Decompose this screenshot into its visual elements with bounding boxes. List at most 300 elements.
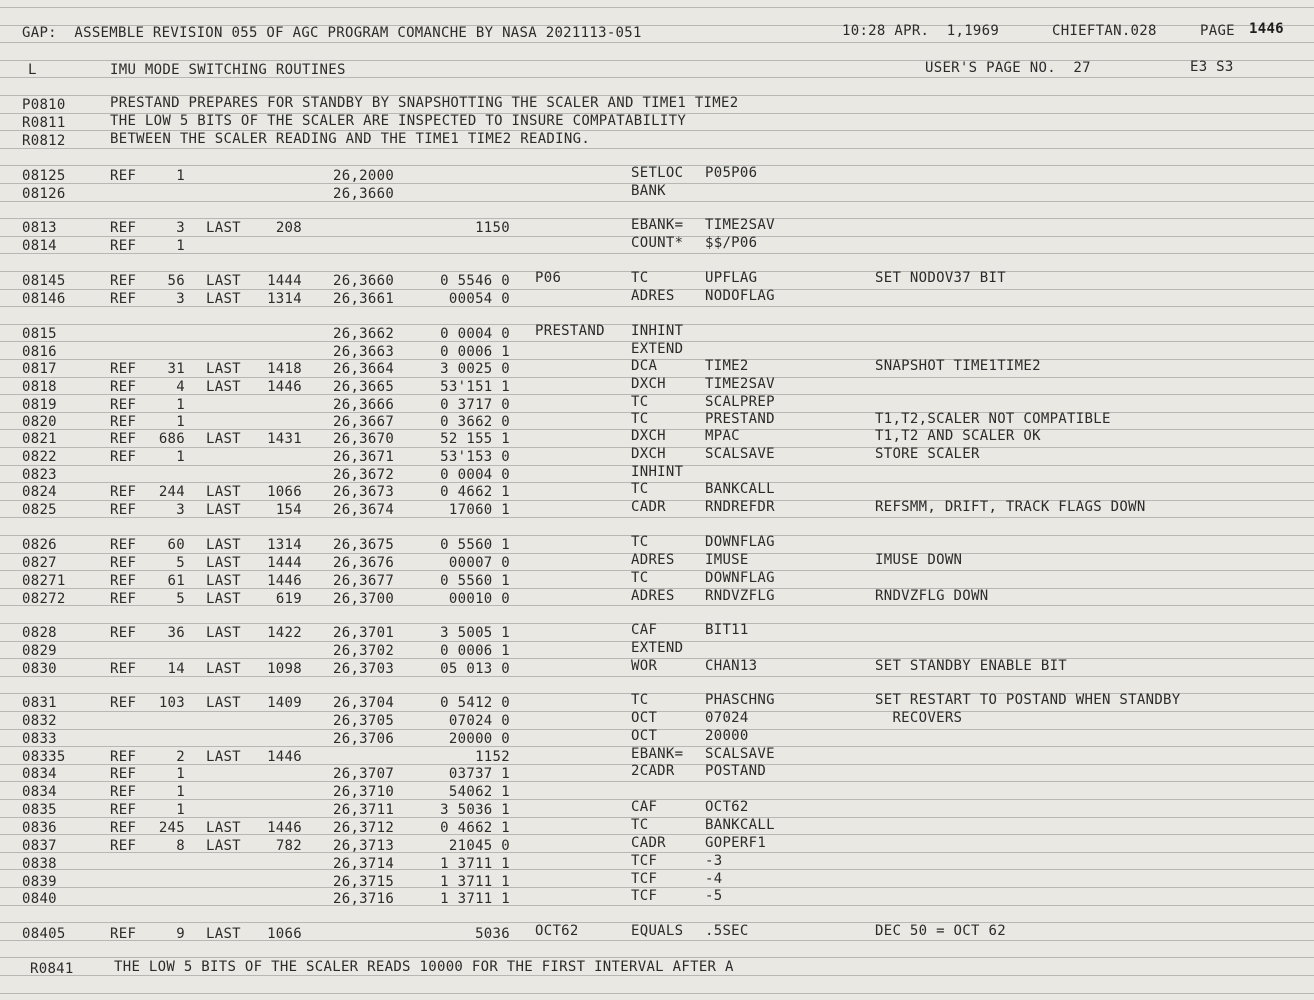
code-label: OCT62 [535, 923, 579, 939]
listing-line-number: 0814 [22, 238, 57, 254]
address: 26,3716 [333, 891, 395, 907]
address: 26,3670 [333, 431, 395, 447]
code-comment: T1,T2,SCALER NOT COMPATIBLE [875, 411, 1111, 427]
operand: OCT62 [705, 799, 749, 815]
operand: P05P06 [705, 165, 758, 181]
address: 26,3703 [333, 661, 395, 677]
last-marker: LAST [206, 749, 241, 765]
address: 26,3664 [333, 361, 395, 377]
address: 26,3677 [333, 573, 395, 589]
address: 26,3673 [333, 484, 395, 500]
octal-value: 1150 [475, 220, 510, 236]
operand: SCALSAVE [705, 746, 775, 762]
octal-value: 0 5560 1 [440, 573, 510, 589]
ruled-line [0, 535, 1314, 536]
octal-value: 5036 [475, 926, 510, 942]
address: 26,3671 [333, 449, 395, 465]
opcode: OCT [631, 728, 658, 744]
code-comment: RNDVZFLG DOWN [875, 588, 989, 604]
listing-line-number: 0826 [22, 537, 57, 553]
last-marker: LAST [206, 591, 241, 607]
ref-marker: REF [110, 273, 137, 289]
listing-line-number: 0827 [22, 555, 57, 571]
last-page: 1446 [267, 379, 302, 395]
sheet-code: E3 S3 [1190, 59, 1234, 75]
opcode: CAF [631, 622, 658, 638]
address: 26,3660 [333, 273, 395, 289]
octal-value: 1 3711 1 [440, 856, 510, 872]
opcode: EXTEND [631, 341, 684, 357]
ref-count: 5 [176, 591, 185, 607]
operand: PHASCHNG [705, 692, 775, 708]
address: 26,3701 [333, 625, 395, 641]
last-page: 154 [275, 502, 302, 518]
octal-value: 1 3711 1 [440, 891, 510, 907]
ruled-line [0, 306, 1314, 307]
listing-line-number: 0829 [22, 643, 57, 659]
listing-line-number: 0820 [22, 414, 57, 430]
listing-line-number: 08126 [22, 186, 66, 202]
header-banner: GAP: ASSEMBLE REVISION 055 OF AGC PROGRAM COMANCHE BY NASA 2021113-051 [22, 25, 642, 41]
address: 26,3667 [333, 414, 395, 430]
ruled-line [0, 201, 1314, 202]
last-page: 1409 [267, 695, 302, 711]
intro-line-number: R0811 [22, 115, 66, 131]
address: 26,3672 [333, 467, 395, 483]
operand: POSTAND [705, 763, 767, 779]
listing-code: L [28, 62, 37, 78]
intro-comment: PRESTAND PREPARES FOR STANDBY BY SNAPSHOTTING THE SCALER AND TIME1 TIME2 [110, 95, 739, 111]
opcode: TC [631, 534, 649, 550]
octal-value: 03737 1 [448, 766, 510, 782]
ref-count: 3 [176, 502, 185, 518]
opcode: CADR [631, 499, 666, 515]
last-marker: LAST [206, 820, 241, 836]
operand: SCALPREP [705, 394, 775, 410]
operand: BANKCALL [705, 817, 775, 833]
last-page: 1431 [267, 431, 302, 447]
ref-marker: REF [110, 802, 137, 818]
octal-value: 1152 [475, 749, 510, 765]
octal-value: 0 0006 1 [440, 344, 510, 360]
opcode: EBANK= [631, 217, 684, 233]
page-number: 1446 [1249, 21, 1284, 37]
listing-line-number: 0840 [22, 891, 57, 907]
code-comment: DEC 50 = OCT 62 [875, 923, 1006, 939]
opcode: ADRES [631, 552, 675, 568]
address: 26,3662 [333, 326, 395, 342]
last-marker: LAST [206, 431, 241, 447]
ref-count: 1 [176, 397, 185, 413]
ref-count: 9 [176, 926, 185, 942]
address: 26,3676 [333, 555, 395, 571]
listing-line-number: 0818 [22, 379, 57, 395]
opcode: SETLOC [631, 165, 684, 181]
listing-line-number: 0821 [22, 431, 57, 447]
last-marker: LAST [206, 838, 241, 854]
ruled-line [0, 905, 1314, 906]
listing-line-number: 0813 [22, 220, 57, 236]
opcode: DXCH [631, 428, 666, 444]
ruled-line [0, 676, 1314, 677]
opcode: TC [631, 817, 649, 833]
opcode: TC [631, 481, 649, 497]
ref-marker: REF [110, 431, 137, 447]
ruled-line [0, 482, 1314, 483]
address: 26,3712 [333, 820, 395, 836]
ref-count: 31 [167, 361, 185, 377]
address: 26,3661 [333, 291, 395, 307]
ruled-line [0, 517, 1314, 518]
opcode: DCA [631, 358, 658, 374]
operand: .5SEC [705, 923, 749, 939]
ref-marker: REF [110, 379, 137, 395]
operand: -4 [705, 871, 723, 887]
listing-line-number: 08125 [22, 168, 66, 184]
operand: PRESTAND [705, 411, 775, 427]
listing-line-number: 0825 [22, 502, 57, 518]
listing-line-number: 0822 [22, 449, 57, 465]
operand: NODOFLAG [705, 288, 775, 304]
listing-line-number: 0839 [22, 874, 57, 890]
opcode: TC [631, 270, 649, 286]
listing-line-number: 0815 [22, 326, 57, 342]
code-comment: RECOVERS [875, 710, 963, 726]
code-comment: SET STANDBY ENABLE BIT [875, 658, 1068, 674]
address: 26,3711 [333, 802, 395, 818]
ref-marker: REF [110, 449, 137, 465]
opcode: DXCH [631, 446, 666, 462]
operand: 20000 [705, 728, 749, 744]
opcode: TCF [631, 888, 658, 904]
last-marker: LAST [206, 220, 241, 236]
octal-value: 00007 0 [448, 555, 510, 571]
ruled-line [0, 570, 1314, 571]
ruled-line [0, 7, 1314, 8]
ruled-line [0, 993, 1314, 994]
ruled-line [0, 271, 1314, 272]
octal-value: 3 5005 1 [440, 625, 510, 641]
ruled-line [0, 394, 1314, 395]
ref-count: 1 [176, 802, 185, 818]
last-page: 1418 [267, 361, 302, 377]
ruled-line [0, 42, 1314, 43]
code-label: P06 [535, 270, 562, 286]
section-title: IMU MODE SWITCHING ROUTINES [110, 62, 346, 78]
code-comment: SNAPSHOT TIME1TIME2 [875, 358, 1041, 374]
last-page: 1098 [267, 661, 302, 677]
listing-line-number: 0828 [22, 625, 57, 641]
last-page: 1422 [267, 625, 302, 641]
last-marker: LAST [206, 695, 241, 711]
listing-line-number: 0830 [22, 661, 57, 677]
address: 26,2000 [333, 168, 395, 184]
opcode: ADRES [631, 288, 675, 304]
ref-count: 1 [176, 168, 185, 184]
ruled-line [0, 148, 1314, 149]
last-page: 208 [275, 220, 302, 236]
last-marker: LAST [206, 573, 241, 589]
operand: IMUSE [705, 552, 749, 568]
operand: SCALSAVE [705, 446, 775, 462]
listing-line-number: 0816 [22, 344, 57, 360]
last-page: 619 [275, 591, 302, 607]
listing-line-number: 08272 [22, 591, 66, 607]
operand: CHAN13 [705, 658, 758, 674]
ref-marker: REF [110, 820, 137, 836]
ref-marker: REF [110, 625, 137, 641]
address: 26,3702 [333, 643, 395, 659]
last-marker: LAST [206, 555, 241, 571]
listing-line-number: 0837 [22, 838, 57, 854]
code-label: PRESTAND [535, 323, 605, 339]
ref-count: 3 [176, 291, 185, 307]
ref-marker: REF [110, 397, 137, 413]
last-marker: LAST [206, 273, 241, 289]
code-comment: IMUSE DOWN [875, 552, 963, 568]
ref-marker: REF [110, 414, 137, 430]
ref-count: 244 [158, 484, 185, 500]
last-marker: LAST [206, 484, 241, 500]
octal-value: 3 5036 1 [440, 802, 510, 818]
footer-comment: THE LOW 5 BITS OF THE SCALER READS 10000 FOR THE FIRST INTERVAL AFTER A [114, 959, 734, 975]
operand: RNDREFDR [705, 499, 775, 515]
address: 26,3705 [333, 713, 395, 729]
octal-value: 0 5546 0 [440, 273, 510, 289]
code-comment: STORE SCALER [875, 446, 980, 462]
last-page: 1446 [267, 573, 302, 589]
octal-value: 20000 0 [448, 731, 510, 747]
header-page-label: PAGE [1200, 23, 1235, 39]
opcode: EBANK= [631, 746, 684, 762]
ref-count: 103 [158, 695, 185, 711]
ref-marker: REF [110, 502, 137, 518]
operand: TIME2 [705, 358, 749, 374]
octal-value: 17060 1 [448, 502, 510, 518]
address: 26,3710 [333, 784, 395, 800]
operand: -5 [705, 888, 723, 904]
opcode: CAF [631, 799, 658, 815]
address: 26,3707 [333, 766, 395, 782]
last-page: 1314 [267, 537, 302, 553]
ref-marker: REF [110, 555, 137, 571]
operand: DOWNFLAG [705, 534, 775, 550]
ref-marker: REF [110, 695, 137, 711]
octal-value: 0 3662 0 [440, 414, 510, 430]
ruled-line [0, 412, 1314, 413]
ref-count: 5 [176, 555, 185, 571]
ruled-line [0, 605, 1314, 606]
address: 26,3663 [333, 344, 395, 360]
listing-line-number: 08271 [22, 573, 66, 589]
address: 26,3674 [333, 502, 395, 518]
ref-count: 3 [176, 220, 185, 236]
address: 26,3706 [333, 731, 395, 747]
octal-value: 00010 0 [448, 591, 510, 607]
ref-marker: REF [110, 484, 137, 500]
code-comment: T1,T2 AND SCALER OK [875, 428, 1041, 444]
address: 26,3714 [333, 856, 395, 872]
last-marker: LAST [206, 625, 241, 641]
octal-value: 0 3717 0 [440, 397, 510, 413]
octal-value: 21045 0 [448, 838, 510, 854]
intro-comment: THE LOW 5 BITS OF THE SCALER ARE INSPECTED TO INSURE COMPATABILITY [110, 113, 687, 129]
opcode: CADR [631, 835, 666, 851]
address: 26,3700 [333, 591, 395, 607]
opcode: TCF [631, 853, 658, 869]
listing-line-number: 0819 [22, 397, 57, 413]
last-page: 1314 [267, 291, 302, 307]
user-page-number: USER'S PAGE NO. 27 [925, 60, 1091, 76]
operand: DOWNFLAG [705, 570, 775, 586]
octal-value: 54062 1 [448, 784, 510, 800]
listing-line-number: 08335 [22, 749, 66, 765]
operand: RNDVZFLG [705, 588, 775, 604]
operand: BANKCALL [705, 481, 775, 497]
ref-marker: REF [110, 537, 137, 553]
operand: TIME2SAV [705, 376, 775, 392]
listing-line-number: 0836 [22, 820, 57, 836]
octal-value: 0 0006 1 [440, 643, 510, 659]
opcode: COUNT* [631, 235, 684, 251]
ref-marker: REF [110, 784, 137, 800]
ref-marker: REF [110, 661, 137, 677]
opcode: TC [631, 411, 649, 427]
opcode: EXTEND [631, 640, 684, 656]
operand: $$/P06 [705, 235, 758, 251]
ref-count: 686 [158, 431, 185, 447]
address: 26,3660 [333, 186, 395, 202]
ref-marker: REF [110, 168, 137, 184]
operand: 07024 [705, 710, 749, 726]
octal-value: 52 155 1 [440, 431, 510, 447]
octal-value: 0 5412 0 [440, 695, 510, 711]
ref-marker: REF [110, 766, 137, 782]
ref-marker: REF [110, 591, 137, 607]
opcode: EQUALS [631, 923, 684, 939]
octal-value: 05 013 0 [440, 661, 510, 677]
listing-line-number: 0824 [22, 484, 57, 500]
last-marker: LAST [206, 926, 241, 942]
ruled-line [0, 817, 1314, 818]
last-page: 1066 [267, 484, 302, 500]
opcode: WOR [631, 658, 658, 674]
last-marker: LAST [206, 361, 241, 377]
listing-line-number: 0834 [22, 784, 57, 800]
operand: -3 [705, 853, 723, 869]
ref-count: 1 [176, 784, 185, 800]
ref-count: 2 [176, 749, 185, 765]
opcode: INHINT [631, 464, 684, 480]
header-file: CHIEFTAN.028 [1052, 23, 1157, 39]
octal-value: 1 3711 1 [440, 874, 510, 890]
opcode: DXCH [631, 376, 666, 392]
octal-value: 0 5560 1 [440, 537, 510, 553]
opcode: BANK [631, 183, 666, 199]
opcode: OCT [631, 710, 658, 726]
footer-line-number: R0841 [30, 961, 74, 977]
listing-line-number: 08145 [22, 273, 66, 289]
ref-count: 36 [167, 625, 185, 641]
ref-marker: REF [110, 838, 137, 854]
address: 26,3665 [333, 379, 395, 395]
octal-value: 0 0004 0 [440, 467, 510, 483]
octal-value: 3 0025 0 [440, 361, 510, 377]
listing-line-number: 0832 [22, 713, 57, 729]
opcode: 2CADR [631, 763, 675, 779]
operand: TIME2SAV [705, 217, 775, 233]
last-marker: LAST [206, 537, 241, 553]
code-comment: SET RESTART TO POSTAND WHEN STANDBY [875, 692, 1181, 708]
ref-marker: REF [110, 291, 137, 307]
ref-count: 1 [176, 414, 185, 430]
opcode: TC [631, 570, 649, 586]
ref-count: 14 [167, 661, 185, 677]
header-timestamp: 10:28 APR. 1,1969 [842, 23, 1000, 39]
operand: UPFLAG [705, 270, 758, 286]
octal-value: 00054 0 [448, 291, 510, 307]
listing-line-number: 0831 [22, 695, 57, 711]
ruled-line [0, 253, 1314, 254]
code-comment: SET NODOV37 BIT [875, 270, 1006, 286]
last-page: 782 [275, 838, 302, 854]
last-page: 1066 [267, 926, 302, 942]
octal-value: 0 0004 0 [440, 326, 510, 342]
listing-line-number: 0823 [22, 467, 57, 483]
address: 26,3666 [333, 397, 395, 413]
octal-value: 53'153 0 [440, 449, 510, 465]
ref-count: 1 [176, 449, 185, 465]
last-page: 1446 [267, 820, 302, 836]
ref-marker: REF [110, 573, 137, 589]
ref-count: 1 [176, 766, 185, 782]
ref-count: 61 [167, 573, 185, 589]
listing-line-number: 0834 [22, 766, 57, 782]
last-marker: LAST [206, 502, 241, 518]
listing-line-number: 0838 [22, 856, 57, 872]
ref-count: 1 [176, 238, 185, 254]
listing-line-number: 0833 [22, 731, 57, 747]
listing-line-number: 0817 [22, 361, 57, 377]
operand: BIT11 [705, 622, 749, 638]
ref-count: 8 [176, 838, 185, 854]
listing-line-number: 08405 [22, 926, 66, 942]
octal-value: 0 4662 1 [440, 484, 510, 500]
listing-line-number: 08146 [22, 291, 66, 307]
last-page: 1444 [267, 555, 302, 571]
operand: GOPERF1 [705, 835, 767, 851]
intro-line-number: R0812 [22, 133, 66, 149]
octal-value: 07024 0 [448, 713, 510, 729]
ref-count: 56 [167, 273, 185, 289]
last-marker: LAST [206, 291, 241, 307]
opcode: ADRES [631, 588, 675, 604]
ref-marker: REF [110, 238, 137, 254]
address: 26,3704 [333, 695, 395, 711]
address: 26,3713 [333, 838, 395, 854]
opcode: TCF [631, 871, 658, 887]
octal-value: 0 4662 1 [440, 820, 510, 836]
opcode: TC [631, 394, 649, 410]
opcode: TC [631, 692, 649, 708]
ruled-line [0, 940, 1314, 941]
last-page: 1444 [267, 273, 302, 289]
last-marker: LAST [206, 379, 241, 395]
operand: MPAC [705, 428, 740, 444]
ref-marker: REF [110, 926, 137, 942]
last-page: 1446 [267, 749, 302, 765]
intro-line-number: P0810 [22, 97, 66, 113]
